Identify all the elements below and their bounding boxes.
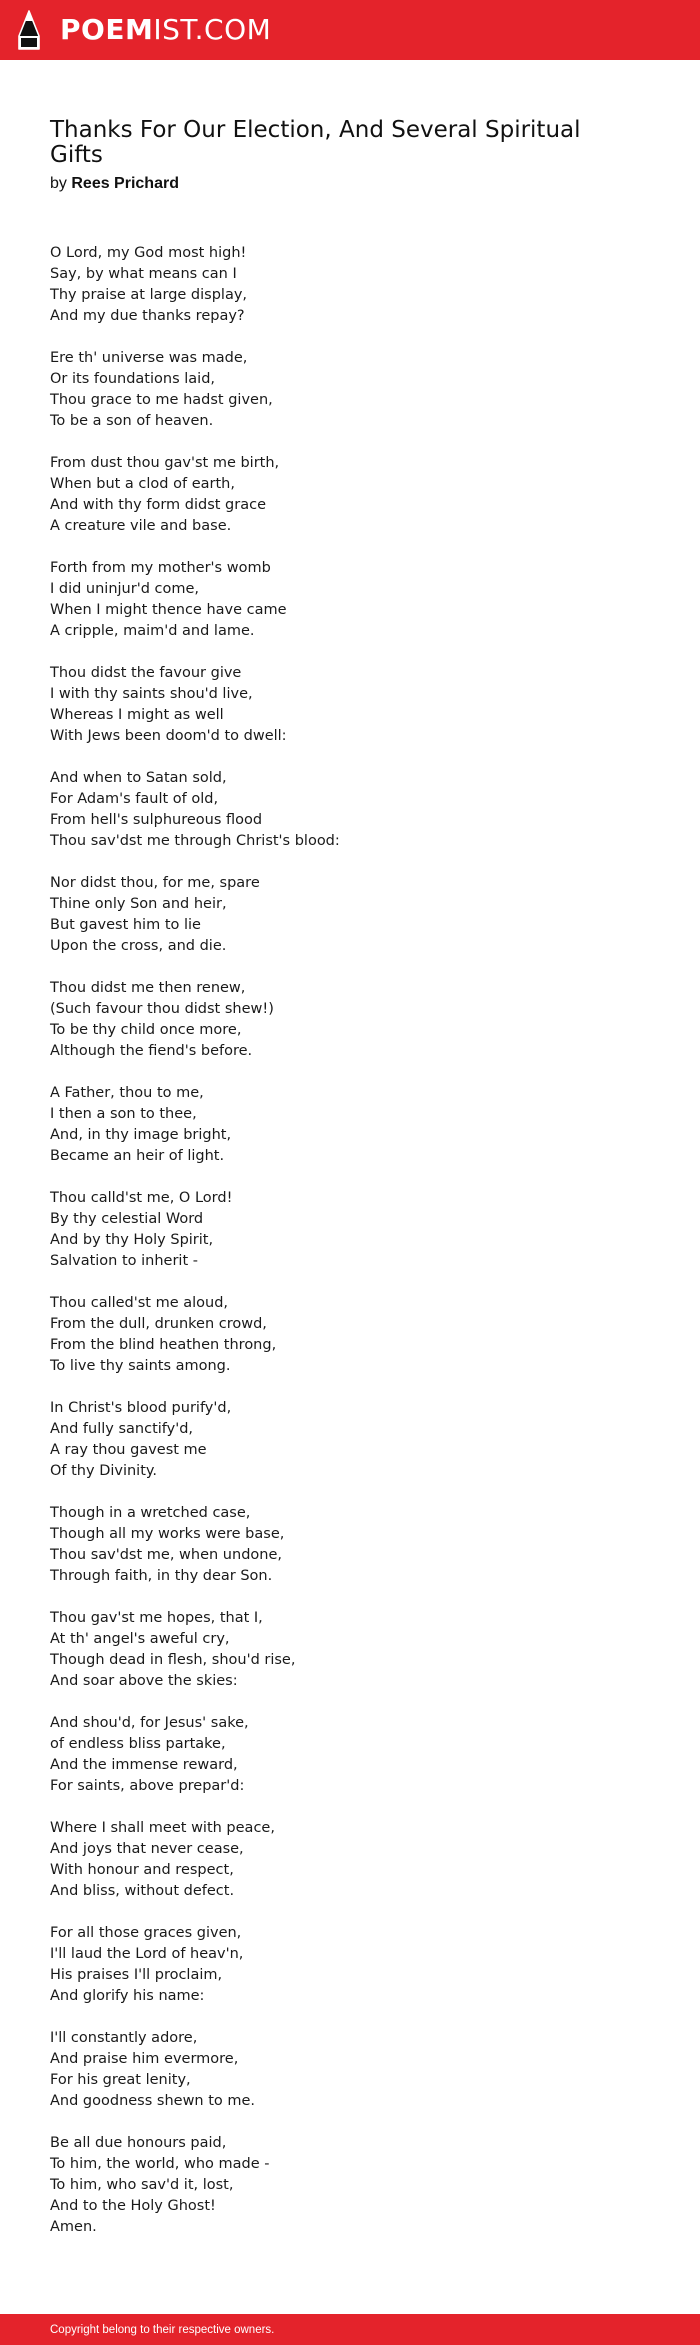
poem-line: Be all due honours paid, (50, 2135, 227, 2151)
poem-line: And by thy Holy Spirit, (50, 1232, 214, 1248)
pencil-nib-icon[interactable] (18, 10, 40, 50)
poem-line: (Such favour thou didst shew!) (50, 1001, 274, 1017)
poem-stanza (50, 1713, 610, 1797)
poem-stanza (50, 1818, 610, 1902)
poem-line: To him, the world, who made - (50, 2156, 270, 2172)
poem-stanza (50, 663, 610, 747)
poem-stanza (50, 558, 610, 642)
logo-text-bold: POEM (60, 13, 154, 46)
poem-line: And, in thy image bright, (50, 1127, 232, 1143)
poem-line: Salvation to inherit - (50, 1253, 198, 1269)
poem-line: His praises I'll proclaim, (50, 1967, 223, 1983)
poem-line: For saints, above prepar'd: (50, 1778, 245, 1794)
poem-stanza (50, 453, 610, 537)
poem-line: Though dead in flesh, shou'd rise, (50, 1652, 296, 1668)
poem-line: Thou sav'dst me, when undone, (50, 1547, 282, 1563)
poem-line: And praise him evermore, (50, 2051, 239, 2067)
poem-line: And glorify his name: (50, 1988, 205, 2004)
poem-stanza (50, 2133, 610, 2238)
poem-stanza (50, 1293, 610, 1377)
poem-line: And the immense reward, (50, 1757, 238, 1773)
poem-line: When but a clod of earth, (50, 476, 235, 492)
poem-line: Say, by what means can I (50, 266, 237, 282)
poem-line: For all those graces given, (50, 1925, 242, 1941)
poem-line: For his great lenity, (50, 2072, 191, 2088)
poem-line: From hell's sulphureous flood (50, 812, 263, 828)
poem-line: But gavest him to lie (50, 917, 201, 933)
site-header (0, 0, 700, 60)
poem-line: Or its foundations laid, (50, 371, 216, 387)
poem-line: From dust thou gav'st me birth, (50, 455, 280, 471)
poem-line: A Father, thou to me, (50, 1085, 204, 1101)
poem-line: Through faith, in thy dear Son. (50, 1568, 273, 1584)
poem-line: And goodness shewn to me. (50, 2093, 256, 2109)
site-footer (0, 2314, 700, 2345)
poem-stanza (50, 1503, 610, 1587)
poem-line: And bliss, without defect. (50, 1883, 235, 1899)
poem-line: By thy celestial Word (50, 1211, 204, 1227)
poem-line: And shou'd, for Jesus' sake, (50, 1715, 249, 1731)
poem-line: At th' angel's aweful cry, (50, 1631, 230, 1647)
poem-line: of endless bliss partake, (50, 1736, 226, 1752)
poem-line: From the dull, drunken crowd, (50, 1316, 267, 1332)
poem-line: Thou grace to me hadst given, (50, 392, 273, 408)
poem-line: Though all my works were base, (50, 1526, 285, 1542)
poem-stanza (50, 978, 610, 1062)
poem-line: Thou didst me then renew, (50, 980, 246, 996)
poem-stanza (50, 1923, 610, 2007)
poem-line: A creature vile and base. (50, 518, 232, 534)
poem-stanza (50, 2028, 610, 2112)
site-logo[interactable] (60, 11, 271, 49)
poem-line: When I might thence have came (50, 602, 287, 618)
poem-line: Thou called'st me aloud, (50, 1295, 229, 1311)
poem-line: Thou didst the favour give (50, 665, 242, 681)
poem-body (50, 243, 610, 2259)
poem-line: Although the fiend's before. (50, 1043, 253, 1059)
poem-line: And fully sanctify'd, (50, 1421, 194, 1437)
poem-stanza (50, 1188, 610, 1272)
poem-line: I then a son to thee, (50, 1106, 197, 1122)
poem-line: I'll laud the Lord of heav'n, (50, 1946, 244, 1962)
poem-line: And joys that never cease, (50, 1841, 244, 1857)
poem-line: Thy praise at large display, (50, 287, 248, 303)
poem-line: To live thy saints among. (50, 1358, 231, 1374)
poem-stanza (50, 873, 610, 957)
poem-line: Where I shall meet with peace, (50, 1820, 275, 1836)
poem-line: Thou gav'st me hopes, that I, (50, 1610, 263, 1626)
poem-line: A ray thou gavest me (50, 1442, 207, 1458)
poem-stanza (50, 768, 610, 852)
poem-line: To him, who sav'd it, lost, (50, 2177, 234, 2193)
poem-line: I did uninjur'd come, (50, 581, 200, 597)
poem-line: And soar above the skies: (50, 1673, 238, 1689)
poem-stanza (50, 1398, 610, 1482)
poem-line: To be thy child once more, (50, 1022, 242, 1038)
poem-stanza (50, 348, 610, 432)
poem-line: For Adam's fault of old, (50, 791, 219, 807)
poem-line: A cripple, maim'd and lame. (50, 623, 255, 639)
poem-line: Thine only Son and heir, (50, 896, 227, 912)
poem-line: With honour and respect, (50, 1862, 234, 1878)
copyright-text: Copyright belong to their respective owners. (50, 2324, 275, 2336)
by-label: by (50, 175, 67, 192)
poem-line: Nor didst thou, for me, spare (50, 875, 260, 891)
poem-line: In Christ's blood purify'd, (50, 1400, 232, 1416)
poem-line: And to the Holy Ghost! (50, 2198, 216, 2214)
poem-line: And with thy form didst grace (50, 497, 267, 513)
poem-stanza (50, 243, 610, 327)
poem-line: Amen. (50, 2219, 97, 2235)
poem-line: Thou calld'st me, O Lord! (50, 1190, 233, 1206)
poem-line: O Lord, my God most high! (50, 245, 247, 261)
poem-line: From the blind heathen throng, (50, 1337, 277, 1353)
poem-line: I with thy saints shou'd live, (50, 686, 253, 702)
poem-title: Thanks For Our Election, And Several Spiritual Gifts (50, 117, 581, 168)
poem-line: And my due thanks repay? (50, 308, 245, 324)
byline (50, 174, 179, 194)
poem-line: Ere th' universe was made, (50, 350, 248, 366)
poem-line: Forth from my mother's womb (50, 560, 271, 576)
poem-stanza (50, 1083, 610, 1167)
poem-line: I'll constantly adore, (50, 2030, 198, 2046)
poem-line: Whereas I might as well (50, 707, 224, 723)
poem-line: Upon the cross, and die. (50, 938, 227, 954)
poem-stanza (50, 1608, 610, 1692)
poem-line: To be a son of heaven. (50, 413, 214, 429)
poem-line: Though in a wretched case, (50, 1505, 251, 1521)
poem-line: Thou sav'dst me through Christ's blood: (50, 833, 340, 849)
poem-line: Of thy Divinity. (50, 1463, 158, 1479)
author-name[interactable]: Rees Prichard (71, 175, 179, 192)
poem-line: With Jews been doom'd to dwell: (50, 728, 287, 744)
logo-text-light: IST.COM (153, 13, 272, 46)
poem-line: Became an heir of light. (50, 1148, 225, 1164)
poem-line: And when to Satan sold, (50, 770, 227, 786)
